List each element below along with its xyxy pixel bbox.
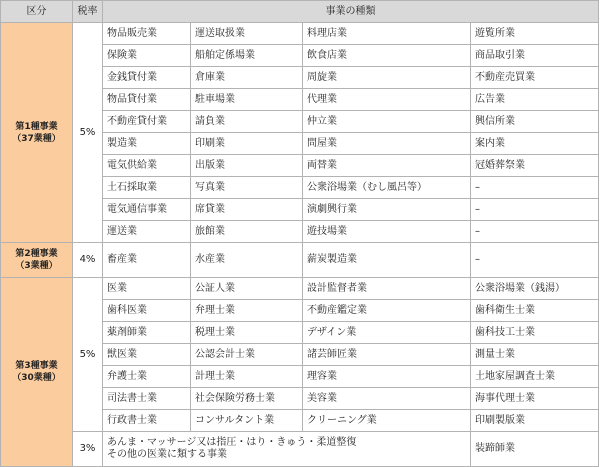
table-cell: 薬剤師業: [103, 322, 191, 344]
table-cell: 畜産業: [103, 243, 191, 278]
category-1-rate: 5%: [73, 23, 103, 243]
table-cell: 理容業: [303, 366, 471, 388]
table-cell: 医業: [103, 278, 191, 300]
header-zeiritsu: 税率: [73, 1, 103, 23]
table-cell: 歯科衛生士業: [471, 300, 599, 322]
category-1-name: 第1種事業: [15, 121, 58, 132]
table-cell: –: [471, 177, 599, 199]
table-cell: 歯科医業: [103, 300, 191, 322]
table-cell: 冠婚葬祭業: [471, 155, 599, 177]
massage-line-2: その他の医業に類する事業: [107, 449, 227, 460]
table-cell: 公衆浴場業（銭湯）: [471, 278, 599, 300]
table-cell: 遊覧所業: [471, 23, 599, 45]
table-cell: 公認会計士業: [191, 344, 303, 366]
table-cell: 電気供給業: [103, 155, 191, 177]
category-2-label: [1, 243, 73, 278]
category-3-rate-2: 3%: [73, 432, 103, 467]
table-cell: 写真業: [191, 177, 303, 199]
table-cell: 不動産鑑定業: [303, 300, 471, 322]
table-cell: 商品取引業: [471, 45, 599, 67]
table-row: [1, 23, 599, 45]
table-cell: 両替業: [303, 155, 471, 177]
table-cell: 公衆浴場業（むし風呂等）: [303, 177, 471, 199]
massage-line-1: あんま・マッサージ又は指圧・はり・きゅう・柔道整復: [107, 437, 357, 448]
table-cell: 興信所業: [471, 111, 599, 133]
table-cell: 代理業: [303, 89, 471, 111]
table-row: [1, 278, 599, 300]
category-1-count: （37業種）: [12, 133, 61, 144]
table-cell: 船舶定係場業: [191, 45, 303, 67]
header-business-type: 事業の種類: [103, 1, 599, 23]
table-cell: 物品販売業: [103, 23, 191, 45]
table-row: [1, 432, 599, 467]
table-cell: 印刷業: [191, 133, 303, 155]
table-cell: デザイン業: [303, 322, 471, 344]
table-cell: 測量士業: [471, 344, 599, 366]
table-cell: 問屋業: [303, 133, 471, 155]
table-cell: 薪炭製造業: [303, 243, 471, 278]
table-cell: 諸芸師匠業: [303, 344, 471, 366]
category-3-name: 第3種事業: [15, 361, 58, 371]
table-cell: 料理店業: [303, 23, 471, 45]
table-cell: 獣医業: [103, 344, 191, 366]
table-cell: 海事代理士業: [471, 388, 599, 410]
table-cell: 駐車場業: [191, 89, 303, 111]
table-cell: 仲立業: [303, 111, 471, 133]
table-cell: 製造業: [103, 133, 191, 155]
table-cell: 演劇興行業: [303, 199, 471, 221]
category-3-count: （30業種）: [12, 373, 61, 383]
category-3-label: [1, 278, 73, 467]
table-cell: 飲食店業: [303, 45, 471, 67]
category-3-rate: 5%: [73, 278, 103, 432]
table-cell: –: [471, 243, 599, 278]
table-cell: 印刷製版業: [471, 410, 599, 432]
table-cell: 保険業: [103, 45, 191, 67]
table-cell: 社会保険労務士業: [191, 388, 303, 410]
table-cell: 倉庫業: [191, 67, 303, 89]
table-cell: 金銭貸付業: [103, 67, 191, 89]
table-cell: 電気通信事業: [103, 199, 191, 221]
table-cell-massage: [103, 432, 471, 467]
table-cell: 案内業: [471, 133, 599, 155]
header-kubun: 区分: [1, 1, 73, 23]
table-cell: 装蹄師業: [471, 432, 599, 467]
table-cell: コンサルタント業: [191, 410, 303, 432]
header-row: [1, 1, 599, 23]
table-cell: 請負業: [191, 111, 303, 133]
table-cell: 運送業: [103, 221, 191, 243]
table-cell: 設計監督者業: [303, 278, 471, 300]
table-cell: 税理士業: [191, 322, 303, 344]
table-cell: 弁理士業: [191, 300, 303, 322]
table-cell: 公証人業: [191, 278, 303, 300]
category-2-rate: 4%: [73, 243, 103, 278]
table-cell: –: [471, 199, 599, 221]
table-cell: クリーニング業: [303, 410, 471, 432]
table-cell: 歯科技工士業: [471, 322, 599, 344]
table-cell: 不動産貸付業: [103, 111, 191, 133]
table-cell: 司法書士業: [103, 388, 191, 410]
category-2-count: （3業種）: [15, 261, 58, 271]
table-cell: 計理士業: [191, 366, 303, 388]
category-1-label: [1, 23, 73, 243]
category-2-name: 第2種事業: [15, 249, 58, 259]
table-cell: –: [471, 221, 599, 243]
table-cell: 美容業: [303, 388, 471, 410]
table-cell: 行政書士業: [103, 410, 191, 432]
table-row: [1, 243, 599, 278]
table-cell: 広告業: [471, 89, 599, 111]
table-cell: 遊技場業: [303, 221, 471, 243]
table-cell: 物品貸付業: [103, 89, 191, 111]
table-cell: 席貸業: [191, 199, 303, 221]
table-cell: 土石採取業: [103, 177, 191, 199]
table-cell: 周旋業: [303, 67, 471, 89]
table-cell: 不動産売買業: [471, 67, 599, 89]
table-cell: 旅館業: [191, 221, 303, 243]
table-cell: 運送取扱業: [191, 23, 303, 45]
table-cell: 水産業: [191, 243, 303, 278]
table-cell: 土地家屋調査士業: [471, 366, 599, 388]
table-cell: 弁護士業: [103, 366, 191, 388]
table-cell: 出版業: [191, 155, 303, 177]
